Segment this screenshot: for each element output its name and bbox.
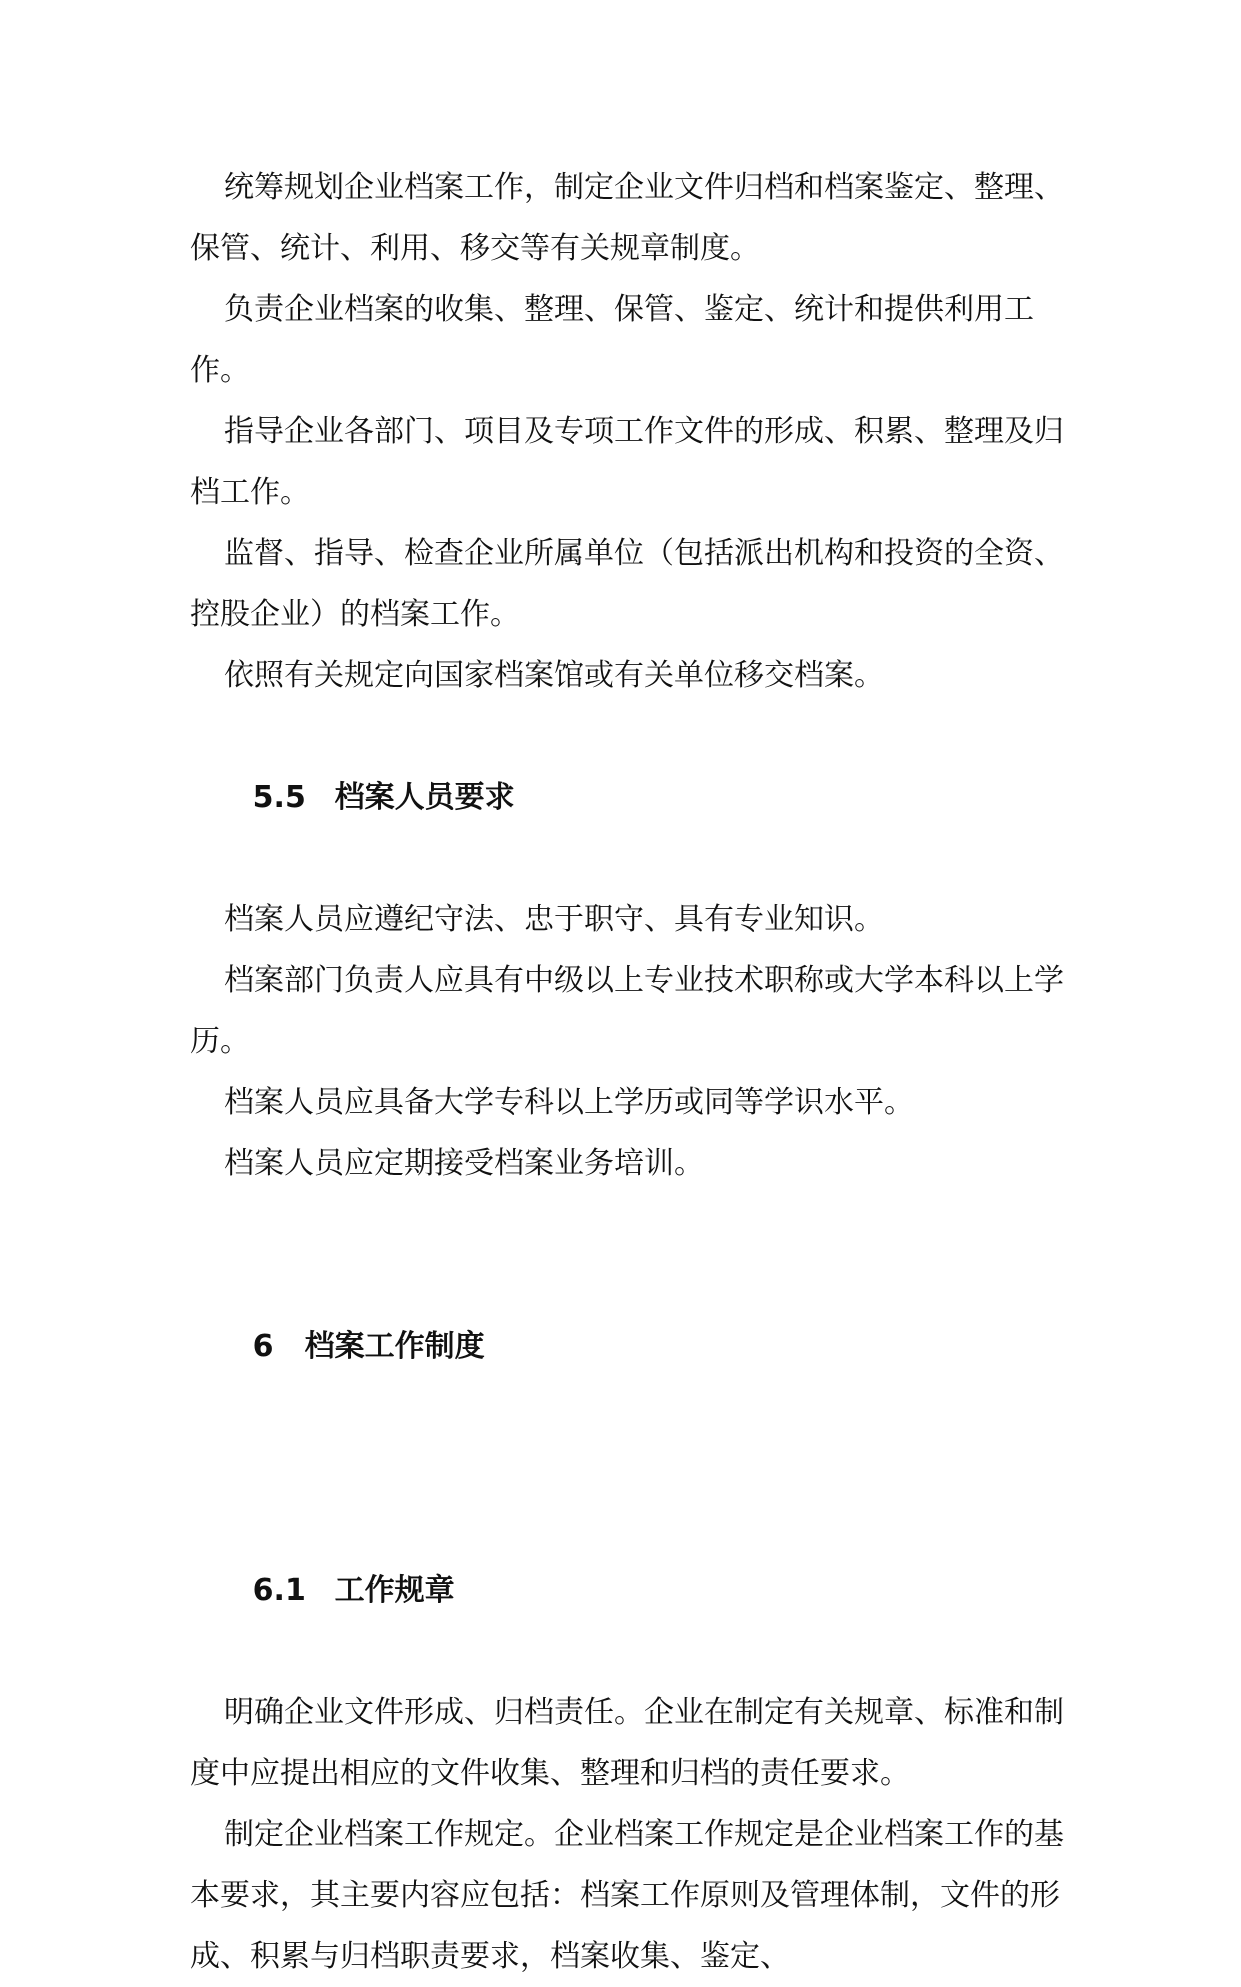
- paragraph: 明确企业文件形成、归档责任。企业在制定有关规章、标准和制度中应提出相应的文件收集、整理和归档的责任要求。: [190, 1695, 1064, 1791]
- paragraph: 档案人员应具备大学专科以上学历或同等学识水平。: [224, 1085, 914, 1120]
- section-number: 6: [252, 1329, 274, 1364]
- paragraph: 依照有关规定向国家档案馆或有关单位移交档案。: [224, 658, 884, 693]
- paragraph: 监督、指导、检查企业所属单位（包括派出机构和投资的全资、控股企业）的档案工作。: [190, 536, 1064, 632]
- section-heading-6: [190, 1255, 1070, 1438]
- section-number: 5.5: [252, 780, 306, 815]
- section-title: 档案工作制度: [304, 1329, 485, 1364]
- section-heading-5-5: [190, 706, 1070, 889]
- section-heading-6-1: [190, 1499, 1070, 1682]
- paragraph: 档案人员应遵纪守法、忠于职守、具有专业知识。: [224, 902, 884, 937]
- section-title: 工作规章: [334, 1573, 455, 1608]
- paragraph: 指导企业各部门、项目及专项工作文件的形成、积累、整理及归档工作。: [190, 414, 1064, 510]
- section-number: 6.1: [252, 1573, 306, 1608]
- paragraph: 制定企业档案工作规定。企业档案工作规定是企业档案工作的基本要求，其主要内容应包括：档案工作原则及管理体制，文件的形成、积累与归档职责要求，档案收集、鉴定、: [190, 1817, 1064, 1974]
- paragraph: 负责企业档案的收集、整理、保管、鉴定、统计和提供利用工作。: [190, 292, 1034, 388]
- document-body: [190, 157, 1070, 1987]
- section-title: 档案人员要求: [334, 780, 515, 815]
- paragraph: 档案部门负责人应具有中级以上专业技术职称或大学本科以上学历。: [190, 963, 1064, 1059]
- paragraph: 统筹规划企业档案工作，制定企业文件归档和档案鉴定、整理、保管、统计、利用、移交等有关规章制度。: [190, 170, 1064, 266]
- paragraph: 档案人员应定期接受档案业务培训。: [224, 1146, 704, 1181]
